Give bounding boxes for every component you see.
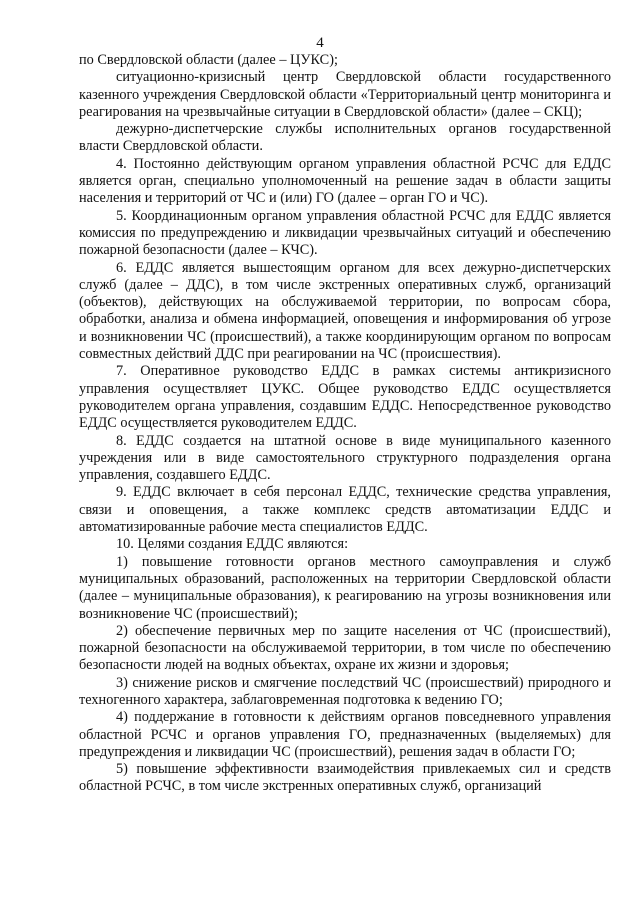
list-item: 3) снижение рисков и смягчение последствий ЧС (происшествий) природного и техногенного характера, заблаговременная подготовка к ведению ГО; <box>79 674 611 708</box>
paragraph: дежурно-диспетчерские службы исполнительных органов государственной власти Свердловской области. <box>79 121 611 155</box>
page-number: 4 <box>316 35 324 51</box>
paragraph: 10. Целями создания ЕДДС являются: <box>116 536 349 553</box>
list-item: 5) повышение эффективности взаимодействия привлекаемых сил и средств областной РСЧС, в том числе экстренных оперативных служб, организаций <box>79 761 611 795</box>
paragraph: 5. Координационным органом управления областной РСЧС для ЕДДС является комиссия по предупреждению и ликвидации чрезвычайных ситуаций и обеспечению пожарной безопасности (далее – КЧС). <box>79 207 611 259</box>
list-item: 4) поддержание в готовности к действиям органов повседневного управления областной РСЧС и органов управления ГО, предназначенных (выделяемых) для предупреждения и ликвидации ЧС (происшествий), решения задач в области ГО; <box>79 709 611 760</box>
paragraph: 4. Постоянно действующим органом управления областной РСЧС для ЕДДС является орган, специально уполномоченный на решение задач в области защиты населения и территорий от ЧС и (или) ГО (далее – орган ГО и ЧС). <box>79 155 611 207</box>
document-body <box>79 52 611 796</box>
list-item: 1) повышение готовности органов местного самоуправления и служб муниципальных образований, расположенных на территории Свердловской области (далее – муниципальные образования), к реагированию на угрозы возникновения или возникновение ЧС (происшествий); <box>79 553 611 622</box>
paragraph: по Свердловской области (далее – ЦУКС); <box>79 52 338 68</box>
paragraph: 6. ЕДДС является вышестоящим органом для всех дежурно-диспетчерских служб (далее – ДДС), в том числе экстренных оперативных служб, организаций (объектов), действующих на обслуживаемой территории, по вопросам сбора, обработки, анализа и обмена информацией, оповещения и информирования об угрозе и возникновении ЧС (происшествий), а также координирующим органом по вопросам совместных действий ДДС при реагировании на ЧС (происшествия). <box>79 259 611 363</box>
paragraph: 7. Оперативное руководство ЕДДС в рамках системы антикризисного управления осуществляет ЦУКС. Общее руководство ЕДДС осуществляется руководителем органа управления, создавшим ЕДДС. Непосредственное руководство ЕДДС осуществляется руководителем ЕДДС. <box>79 363 611 432</box>
paragraph: 8. ЕДДС создается на штатной основе в виде муниципального казенного учреждения или в виде самостоятельного структурного подразделения органа управления, создавшего ЕДДС. <box>79 432 611 484</box>
paragraph: 9. ЕДДС включает в себя персонал ЕДДС, технические средства управления, связи и оповещения, а также комплекс средств автоматизации ЕДДС и автоматизированные рабочие места специалистов ЕДДС. <box>79 484 611 536</box>
list-item: 2) обеспечение первичных мер по защите населения от ЧС (происшествий), пожарной безопасности на обслуживаемой территории, в том числе по обеспечению безопасности людей на водных объектах, охране их жизни и здоровья; <box>79 622 611 674</box>
paragraph: ситуационно-кризисный центр Свердловской области государственного казенного учреждения Свердловской области «Территориальный центр мониторинга и реагирования на чрезвычайные ситуации в Свердловской области» (далее – СКЦ); <box>79 69 611 120</box>
